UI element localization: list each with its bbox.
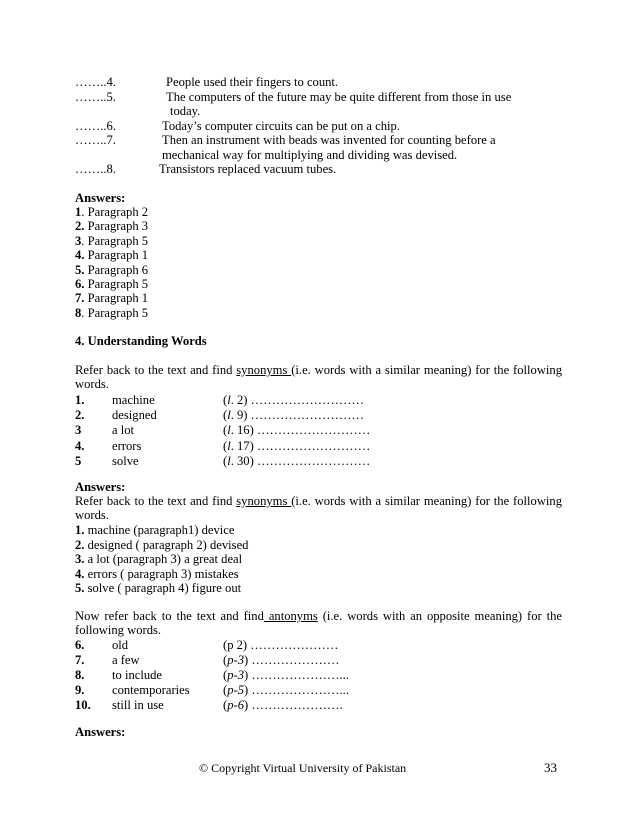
answer-blank: ……………………… bbox=[256, 438, 371, 453]
answer-text: Paragraph 3 bbox=[87, 219, 149, 234]
word-number: 5 bbox=[75, 453, 82, 468]
answer-blank: ………………… bbox=[250, 638, 339, 652]
answer-item bbox=[75, 263, 148, 277]
word-reference bbox=[223, 408, 364, 422]
answer-text: Paragraph 1 bbox=[87, 291, 149, 306]
word-reference bbox=[223, 683, 349, 697]
answer-text: Paragraph 1 bbox=[87, 248, 149, 263]
match-item-text: Transistors replaced vacuum tubes. bbox=[159, 162, 337, 176]
word-label: contemporaries bbox=[112, 683, 190, 697]
copyright-notice: © Copyright Virtual University of Pakistan bbox=[199, 761, 407, 775]
answer-item bbox=[75, 581, 241, 595]
instruction-keyword: antonyms bbox=[263, 609, 318, 623]
reference-suffix: . 9) bbox=[230, 408, 248, 423]
answer-number: 1. bbox=[75, 523, 85, 537]
answer-item bbox=[75, 306, 148, 320]
word-reference bbox=[223, 423, 370, 437]
match-item-number: ……..8. bbox=[75, 162, 116, 176]
synonyms-answer-instruction bbox=[75, 494, 562, 508]
reference-italic: l bbox=[227, 408, 231, 423]
answers-heading: Answers: bbox=[75, 725, 126, 739]
answer-number: 2. bbox=[75, 219, 85, 234]
reference-italic: p-5 bbox=[227, 683, 244, 697]
answers-heading: Answers: bbox=[75, 480, 126, 494]
answer-number: 2. bbox=[75, 537, 85, 552]
reference-suffix: ) bbox=[244, 683, 249, 697]
word-label: to include bbox=[112, 668, 163, 682]
answer-text: machine (paragraph1) device bbox=[84, 523, 235, 537]
reference-suffix: ) bbox=[244, 698, 249, 712]
answer-text: Paragraph 5 bbox=[87, 233, 149, 248]
answer-number: 1 bbox=[75, 205, 82, 219]
instruction-text: Refer back to the text and find bbox=[75, 494, 233, 508]
instruction-continuation: following words. bbox=[75, 623, 162, 637]
answer-text: a lot (paragraph 3) a great deal bbox=[84, 552, 243, 567]
match-item-text: Today’s computer circuits can be put on a chip. bbox=[162, 119, 400, 133]
reference-italic: p-6 bbox=[227, 698, 244, 712]
instruction-text: Refer back to the text and find bbox=[75, 363, 233, 377]
answer-item bbox=[75, 291, 148, 305]
reference-italic: p-3 bbox=[227, 668, 244, 682]
instruction-text: (i.e. words with an opposite meaning) for the bbox=[322, 609, 562, 623]
answer-text: Paragraph 6 bbox=[87, 262, 149, 277]
reference-suffix: . 17) bbox=[230, 438, 254, 453]
answer-item bbox=[75, 248, 148, 262]
answer-item bbox=[75, 219, 148, 233]
word-number: 9. bbox=[75, 683, 85, 697]
section-heading: 4. Understanding Words bbox=[75, 334, 207, 348]
answer-number: 5. bbox=[75, 262, 85, 277]
answer-blank: …………………... bbox=[251, 668, 349, 682]
match-item-number: ……..5. bbox=[75, 90, 116, 104]
reference-suffix: ) bbox=[244, 653, 249, 667]
word-label: still in use bbox=[112, 698, 164, 712]
match-item-text: People used their fingers to count. bbox=[166, 75, 339, 89]
answer-number: 3 bbox=[75, 233, 82, 248]
reference-italic: l bbox=[227, 393, 231, 407]
instruction-keyword: synonyms bbox=[236, 494, 292, 508]
page-number: 33 bbox=[544, 760, 557, 775]
word-label: solve bbox=[112, 453, 139, 468]
reference-italic: l bbox=[227, 438, 231, 453]
answers-heading: Answers: bbox=[75, 191, 126, 205]
answer-separator: . bbox=[81, 305, 88, 320]
reference-prefix: ( bbox=[223, 698, 228, 712]
answer-text: Paragraph 5 bbox=[87, 305, 149, 320]
word-reference bbox=[223, 439, 370, 453]
antonyms-instruction bbox=[75, 609, 562, 623]
match-item-number: ……..4. bbox=[75, 75, 116, 89]
word-number: 7. bbox=[75, 653, 85, 667]
reference-italic: p-3 bbox=[227, 653, 244, 667]
synonyms-instruction bbox=[75, 363, 562, 377]
answer-blank: ……………………… bbox=[256, 423, 371, 438]
answer-item bbox=[75, 567, 239, 581]
instruction-continuation: words. bbox=[75, 377, 109, 391]
word-reference bbox=[223, 638, 338, 652]
word-reference bbox=[223, 454, 370, 468]
reference-prefix: ( bbox=[223, 653, 228, 667]
reference-prefix: ( bbox=[223, 408, 228, 423]
reference-prefix: ( bbox=[223, 683, 228, 697]
answer-text: Paragraph 2 bbox=[87, 205, 149, 219]
answer-text: Paragraph 5 bbox=[87, 277, 149, 291]
answer-item bbox=[75, 277, 148, 291]
match-item-text: The computers of the future may be quite different from those in use bbox=[166, 90, 512, 104]
word-label: a few bbox=[112, 653, 140, 667]
reference-suffix: ) bbox=[244, 668, 249, 682]
word-label: designed bbox=[112, 408, 157, 423]
match-item-text: Then an instrument with beads was invented for counting before a bbox=[162, 133, 496, 147]
reference-prefix: ( bbox=[223, 438, 228, 453]
answer-text: errors ( paragraph 3) mistakes bbox=[84, 566, 239, 581]
match-item-number: ……..6. bbox=[75, 119, 116, 133]
answer-number: 4. bbox=[75, 566, 85, 581]
answer-text: designed ( paragraph 2) devised bbox=[84, 537, 249, 552]
word-reference bbox=[223, 698, 343, 712]
instruction-text: (i.e. words with a similar meaning) for the following bbox=[291, 494, 563, 508]
word-number: 6. bbox=[75, 638, 85, 652]
word-number: 4. bbox=[75, 438, 85, 453]
answer-blank: ……………………… bbox=[250, 393, 364, 407]
word-label: a lot bbox=[112, 423, 135, 438]
answer-separator: . bbox=[81, 233, 88, 248]
word-reference bbox=[223, 653, 340, 667]
reference-prefix: (p 2) bbox=[223, 638, 248, 652]
answer-item bbox=[75, 538, 248, 552]
answer-item bbox=[75, 205, 148, 219]
word-label: errors bbox=[112, 438, 142, 453]
answer-blank: …………………. bbox=[251, 698, 343, 712]
answer-number: 3. bbox=[75, 552, 85, 567]
reference-suffix: . 16) bbox=[230, 423, 254, 438]
answer-blank: ……………………… bbox=[250, 408, 364, 423]
reference-suffix: . 2) bbox=[230, 393, 248, 407]
answer-item bbox=[75, 552, 242, 566]
instruction-text: Now refer back to the text and find bbox=[75, 609, 264, 623]
instruction-text: (i.e. words with a similar meaning) for the following bbox=[291, 363, 563, 377]
word-reference bbox=[223, 668, 349, 682]
instruction-keyword: synonyms bbox=[236, 363, 292, 377]
reference-suffix: . 30) bbox=[230, 453, 254, 468]
answer-number: 4. bbox=[75, 248, 85, 263]
answer-separator: . bbox=[81, 205, 88, 219]
reference-prefix: ( bbox=[223, 423, 228, 438]
answer-number: 6. bbox=[75, 277, 85, 291]
reference-italic: l bbox=[227, 453, 231, 468]
answer-item bbox=[75, 234, 148, 248]
reference-prefix: ( bbox=[223, 453, 228, 468]
answer-blank: …………………... bbox=[251, 683, 349, 697]
match-item-text: today. bbox=[170, 104, 201, 118]
word-number: 3 bbox=[75, 423, 82, 438]
word-number: 2. bbox=[75, 408, 85, 423]
instruction-continuation: words. bbox=[75, 508, 109, 522]
answer-item bbox=[75, 523, 234, 537]
word-label: old bbox=[112, 638, 129, 652]
word-number: 1. bbox=[75, 393, 85, 407]
word-reference bbox=[223, 393, 364, 407]
word-number: 10. bbox=[75, 698, 91, 712]
answer-number: 5. bbox=[75, 581, 85, 596]
match-item-number: ……..7. bbox=[75, 133, 116, 147]
word-label: machine bbox=[112, 393, 155, 407]
match-item-text: mechanical way for multiplying and dividing was devised. bbox=[162, 148, 458, 162]
reference-prefix: ( bbox=[223, 668, 228, 682]
reference-prefix: ( bbox=[223, 393, 228, 407]
word-number: 8. bbox=[75, 668, 85, 682]
answer-number: 8 bbox=[75, 305, 82, 320]
answer-text: solve ( paragraph 4) figure out bbox=[84, 581, 242, 596]
answer-blank: ………………… bbox=[251, 653, 340, 667]
answer-number: 7. bbox=[75, 291, 85, 306]
answer-blank: ……………………… bbox=[256, 453, 371, 468]
reference-italic: l bbox=[227, 423, 231, 438]
